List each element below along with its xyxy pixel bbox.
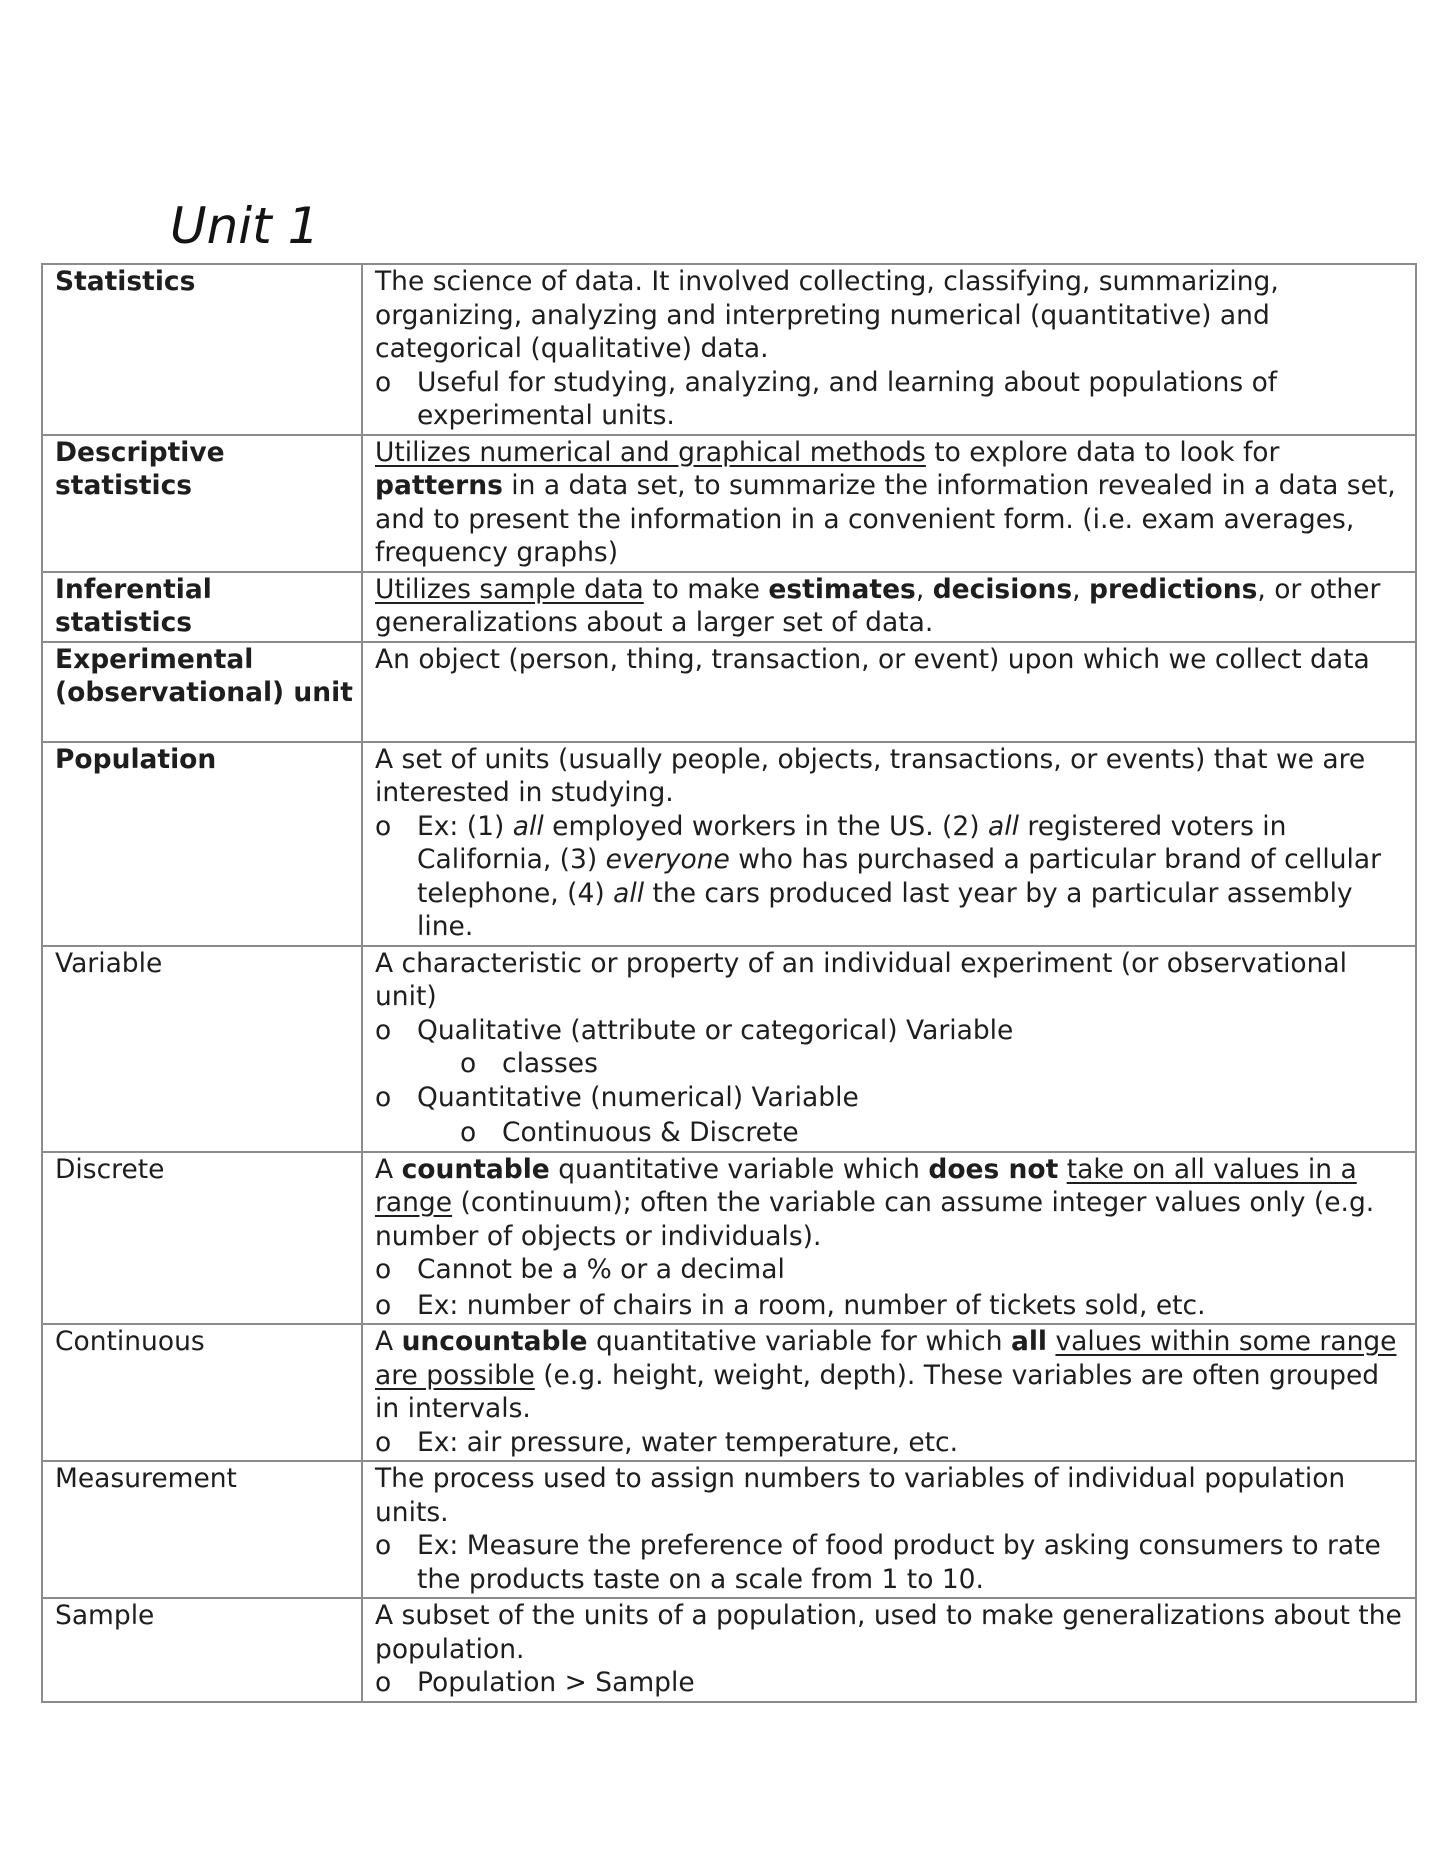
definition-text: A (375, 1153, 402, 1185)
table-row (42, 642, 1416, 742)
definition-text: , or other generalizations about a larger set of data. (375, 573, 1381, 638)
bold-text: uncountable (401, 1326, 588, 1357)
bullet-marker: o (460, 1048, 477, 1079)
italic-text: all (613, 877, 645, 909)
page-title: Unit 1 (170, 197, 320, 255)
bullet-text: Useful for studying, analyzing, and learning about populations of experimental units. (417, 366, 1278, 431)
table-row (42, 1324, 1416, 1461)
bullet-text: Ex: (1) (417, 810, 513, 842)
bullet-item (375, 810, 1409, 944)
bullet-text: Ex: number of chairs in a room, number of tickets sold, etc. (417, 1289, 1206, 1321)
definition-text: in a data set, to summarize the information revealed in a data set, and to present the information in a convenient form. (i.e. exam averages, frequency graphs) (375, 470, 1396, 568)
bullet-item (375, 366, 1409, 433)
definition-cell (362, 1152, 1416, 1325)
sub-bullet-item (375, 1047, 1409, 1081)
underlined-text: Utilizes numerical and graphical methods (375, 436, 926, 468)
term-cell: Descriptive statistics (42, 435, 362, 572)
definition-text: A set of units (usually people, objects, transactions, or events) that we are interested in studying. (375, 743, 1366, 808)
bold-text: predictions (1088, 573, 1258, 605)
bullet-item (375, 1426, 1409, 1460)
table-row (42, 572, 1416, 642)
bullet-item (375, 1529, 1409, 1596)
definition-text: A subset of the units of a population, used to make generalizations about the population. (375, 1600, 1402, 1665)
definition-paragraph (375, 1325, 1409, 1426)
definition-text: , (915, 573, 933, 605)
bullet-item (375, 1253, 1409, 1287)
bullet-marker: o (375, 1426, 392, 1458)
definition-text: A characteristic or property of an individual experiment (or observational unit) (375, 947, 1348, 1012)
bullet-item (375, 1014, 1409, 1048)
bullet-item (375, 1666, 1409, 1700)
bold-text: does not (928, 1153, 1059, 1185)
definition-text: The science of data. It involved collecting, classifying, summarizing, organizing, analyzing and interpreting numerical (quantitative) and categorical (qualitative) data. (375, 266, 1279, 364)
table-row (42, 264, 1416, 435)
definition-cell (362, 742, 1416, 946)
bullet-text: Population > Sample (417, 1667, 695, 1698)
term-cell: Discrete (42, 1152, 362, 1325)
italic-text: all (988, 810, 1019, 842)
bold-text: countable (401, 1153, 550, 1185)
bullet-item (375, 1081, 1409, 1115)
bullet-text: Quantitative (numerical) Variable (417, 1081, 859, 1113)
definition-paragraph (375, 1153, 1409, 1254)
term-cell: Population (42, 742, 362, 946)
bullet-marker: o (375, 366, 392, 398)
definition-cell (362, 1461, 1416, 1598)
bullet-text: Cannot be a % or a decimal (417, 1254, 785, 1285)
bullet-text: Ex: air pressure, water temperature, etc. (417, 1426, 959, 1458)
italic-text: everyone (605, 844, 730, 875)
table-row (42, 1152, 1416, 1325)
definition-text: quantitative variable which (549, 1153, 929, 1185)
table-row (42, 1598, 1416, 1702)
definition-cell (362, 946, 1416, 1152)
sub-bullet-item (375, 1116, 1409, 1150)
definition-text: The process used to assign numbers to variables of individual population units. (375, 1463, 1346, 1528)
term-cell: Statistics (42, 264, 362, 435)
bullet-marker: o (375, 1014, 392, 1046)
bold-text: all (1010, 1326, 1048, 1357)
definition-text: (e.g. height, weight, depth). These variables are often grouped in intervals. (375, 1359, 1380, 1424)
table-row (42, 1461, 1416, 1598)
term-cell: Variable (42, 946, 362, 1152)
definition-cell: An object (person, thing, transaction, or event) upon which we collect data (362, 642, 1416, 742)
bold-text: estimates (768, 573, 916, 605)
bold-text: decisions (932, 573, 1073, 605)
table-row (42, 742, 1416, 946)
underlined-text: Utilizes sample data (375, 573, 644, 605)
definition-cell (362, 572, 1416, 642)
bullet-text: the cars produced last year by a particular assembly line. (417, 877, 1353, 942)
definition-text: quantitative variable for which (587, 1326, 1011, 1357)
bullet-text: Continuous & Discrete (502, 1117, 799, 1148)
definition-cell (362, 1324, 1416, 1461)
term-cell: Inferential statistics (42, 572, 362, 642)
bullet-item (375, 1289, 1409, 1323)
bullet-text: classes (502, 1048, 598, 1079)
definition-cell (362, 1598, 1416, 1702)
term-cell: Experimental (observational) unit (42, 642, 362, 742)
glossary-table (41, 263, 1417, 1703)
bullet-text: Ex: Measure the preference of food product by asking consumers to rate the products taste on a scale from 1 to 10. (417, 1530, 1381, 1595)
table-row (42, 946, 1416, 1152)
bullet-text: Qualitative (attribute or categorical) Variable (417, 1014, 1014, 1046)
bullet-marker: o (375, 810, 392, 842)
definition-text: A (375, 1326, 402, 1357)
bold-text: patterns (375, 470, 503, 501)
definition-text: , (1072, 573, 1089, 605)
definition-cell (362, 264, 1416, 435)
bullet-marker: o (375, 1081, 392, 1113)
bullet-marker: o (460, 1117, 477, 1148)
definition-text: to make (643, 573, 769, 605)
bullet-marker: o (375, 1289, 392, 1321)
bullet-text: who has purchased a particular brand of cellular telephone, (4) (417, 844, 1382, 909)
definition-text: to explore data to look for (925, 436, 1280, 468)
bullet-text: employed workers in the US. (2) (543, 810, 989, 842)
bullet-marker: o (375, 1667, 392, 1698)
underlined-text: take on all values in a range (375, 1153, 1357, 1218)
table-row (42, 435, 1416, 572)
bullet-text: registered voters in California, (3) (417, 810, 1287, 875)
term-cell: Continuous (42, 1324, 362, 1461)
italic-text: all (512, 810, 544, 842)
term-cell: Sample (42, 1598, 362, 1702)
definition-cell (362, 435, 1416, 572)
definition-text (1058, 1154, 1066, 1185)
term-cell: Measurement (42, 1461, 362, 1598)
bullet-marker: o (375, 1254, 392, 1285)
underlined-text: values within some range are possible (375, 1326, 1397, 1391)
bullet-marker: o (375, 1530, 392, 1561)
definition-text: (continuum); often the variable can assume integer values only (e.g. number of objects or individuals). (375, 1187, 1375, 1252)
